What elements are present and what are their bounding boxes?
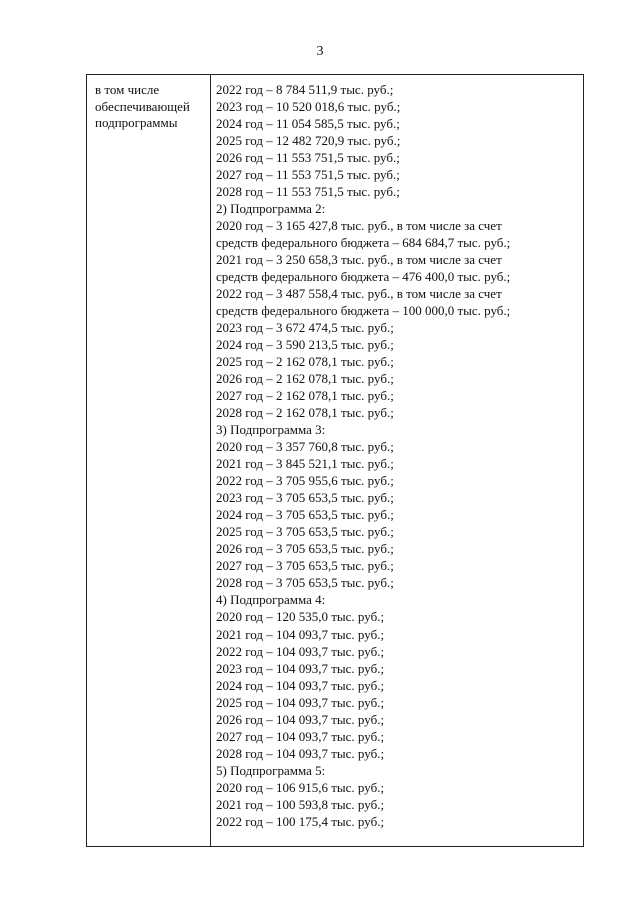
funding-line: 2027 год – 104 093,7 тыс. руб.; bbox=[216, 728, 385, 744]
label-line: подпрограммы bbox=[95, 115, 178, 131]
funding-line: 2021 год – 100 593,8 тыс. руб.; bbox=[216, 796, 385, 812]
funding-line: 2022 год – 3 487 558,4 тыс. руб., в том числе за счет bbox=[216, 286, 502, 302]
funding-line: 2025 год – 2 162 078,1 тыс. руб.; bbox=[216, 354, 394, 370]
funding-line: 2020 год – 120 535,0 тыс. руб.; bbox=[216, 609, 385, 625]
funding-line: 2023 год – 104 093,7 тыс. руб.; bbox=[216, 660, 385, 676]
funding-line: 2023 год – 3 672 474,5 тыс. руб.; bbox=[216, 320, 394, 336]
funding-line: 2028 год – 2 162 078,1 тыс. руб.; bbox=[216, 405, 394, 421]
page-number: 3 bbox=[316, 44, 324, 59]
funding-line: 2026 год – 11 553 751,5 тыс. руб.; bbox=[216, 150, 400, 166]
funding-line: 2021 год – 104 093,7 тыс. руб.; bbox=[216, 626, 385, 642]
label-line: обеспечивающей bbox=[95, 98, 190, 114]
label-line: в том числе bbox=[95, 82, 160, 97]
funding-line: 2025 год – 104 093,7 тыс. руб.; bbox=[216, 694, 385, 710]
funding-line: 2028 год – 11 553 751,5 тыс. руб.; bbox=[216, 184, 400, 200]
subprogram-heading: 5) Подпрограмма 5: bbox=[216, 762, 326, 778]
funding-line: средств федерального бюджета – 476 400,0 тыс. руб.; bbox=[216, 269, 511, 285]
funding-line: 2022 год – 3 705 955,6 тыс. руб.; bbox=[216, 473, 394, 489]
funding-line: 2024 год – 104 093,7 тыс. руб.; bbox=[216, 677, 385, 693]
funding-line: 2020 год – 106 915,6 тыс. руб.; bbox=[216, 779, 385, 795]
funding-line: 2026 год – 2 162 078,1 тыс. руб.; bbox=[216, 371, 394, 387]
funding-line: 2027 год – 11 553 751,5 тыс. руб.; bbox=[216, 167, 400, 183]
funding-line: средств федерального бюджета – 684 684,7 тыс. руб.; bbox=[216, 235, 511, 251]
label-cell bbox=[87, 75, 211, 846]
subprogram-heading: 4) Подпрограмма 4: bbox=[216, 592, 326, 608]
funding-line: 2028 год – 104 093,7 тыс. руб.; bbox=[216, 745, 385, 761]
funding-line: 2021 год – 3 250 658,3 тыс. руб., в том числе за счет bbox=[216, 252, 502, 268]
funding-line: 2022 год – 104 093,7 тыс. руб.; bbox=[216, 643, 385, 659]
funding-line: 2027 год – 2 162 078,1 тыс. руб.; bbox=[216, 388, 394, 404]
funding-line: 2025 год – 12 482 720,9 тыс. руб.; bbox=[216, 133, 401, 149]
funding-line: 2027 год – 3 705 653,5 тыс. руб.; bbox=[216, 558, 394, 574]
funding-line: 2024 год – 3 590 213,5 тыс. руб.; bbox=[216, 337, 394, 353]
funding-line: 2020 год – 3 357 760,8 тыс. руб.; bbox=[216, 439, 394, 455]
funding-line: 2028 год – 3 705 653,5 тыс. руб.; bbox=[216, 575, 394, 591]
subprogram-heading: 3) Подпрограмма 3: bbox=[216, 422, 326, 438]
funding-line: 2022 год – 8 784 511,9 тыс. руб.; bbox=[216, 82, 394, 97]
funding-line: 2022 год – 100 175,4 тыс. руб.; bbox=[216, 813, 385, 829]
subprogram-heading: 2) Подпрограмма 2: bbox=[216, 201, 326, 217]
funding-line: 2026 год – 104 093,7 тыс. руб.; bbox=[216, 711, 385, 727]
funding-line: 2025 год – 3 705 653,5 тыс. руб.; bbox=[216, 524, 394, 540]
funding-table bbox=[86, 74, 584, 847]
funding-line: средств федерального бюджета – 100 000,0 тыс. руб.; bbox=[216, 303, 511, 319]
funding-line: 2024 год – 11 054 585,5 тыс. руб.; bbox=[216, 116, 400, 132]
funding-line: 2021 год – 3 845 521,1 тыс. руб.; bbox=[216, 456, 394, 472]
values-cell bbox=[211, 75, 583, 846]
funding-line: 2023 год – 3 705 653,5 тыс. руб.; bbox=[216, 490, 394, 506]
funding-line: 2020 год – 3 165 427,8 тыс. руб., в том числе за счет bbox=[216, 218, 502, 234]
funding-line: 2026 год – 3 705 653,5 тыс. руб.; bbox=[216, 541, 394, 557]
funding-line: 2023 год – 10 520 018,6 тыс. руб.; bbox=[216, 99, 401, 115]
funding-line: 2024 год – 3 705 653,5 тыс. руб.; bbox=[216, 507, 394, 523]
